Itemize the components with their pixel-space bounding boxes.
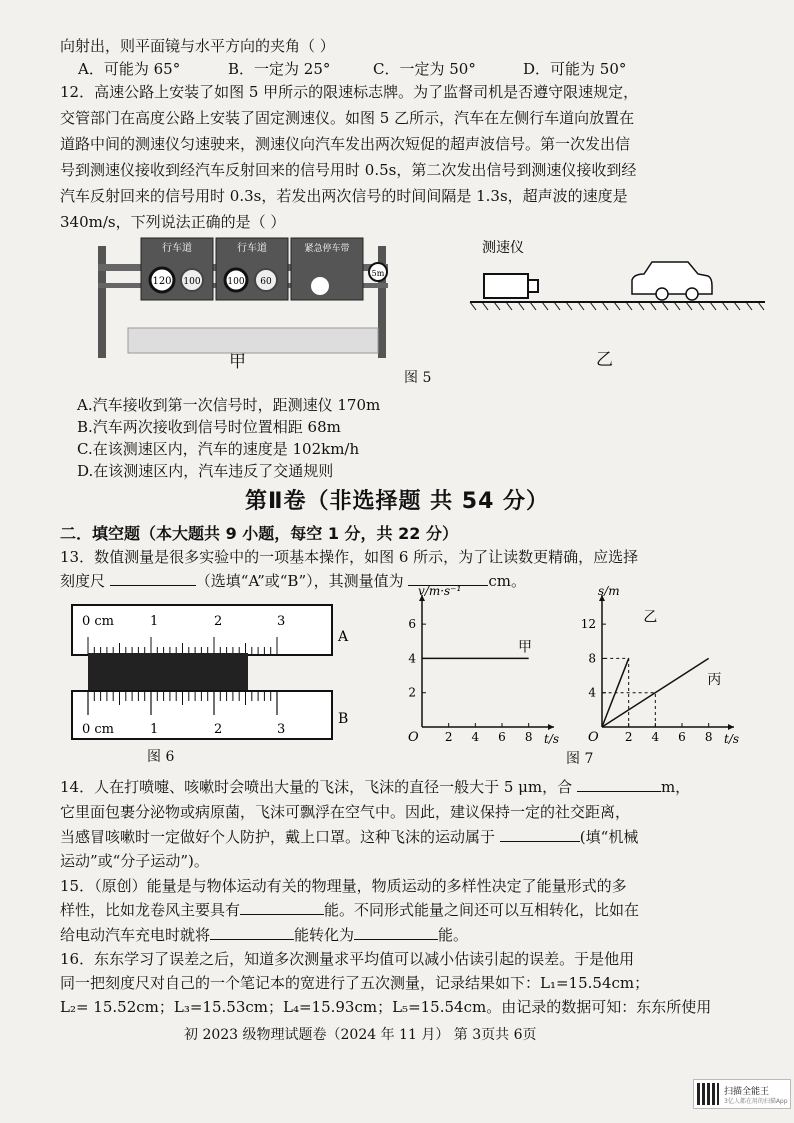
- ruler-b-tick-2: 2: [214, 722, 223, 737]
- fig5-yi-label: 乙: [596, 350, 613, 370]
- fig5-caption: 图 5: [404, 370, 432, 386]
- watermark-subtitle: 3亿人都在用的扫描App: [724, 1098, 788, 1105]
- q13-text-a: 刻度尺: [60, 572, 106, 590]
- ruler-b-zero: 0 cm: [82, 722, 115, 737]
- qr-code-icon: [697, 1083, 719, 1105]
- q12-line-3: 道路中间的测速仪匀速驶来，测速仪向汽车发出两次短促的超声波信号。第一次发出信: [60, 135, 631, 153]
- sign-lane-2: [216, 238, 288, 300]
- x-tick-label: 8: [704, 730, 713, 744]
- y-tick-label: 12: [580, 617, 596, 632]
- x-tick-label: 2: [624, 730, 633, 744]
- y-tick-label: 2: [408, 685, 416, 700]
- y-tick-label: 4: [588, 685, 596, 700]
- q13-text-b: （选填“A”或“B”），其测量值为: [195, 572, 404, 590]
- car-icon: [632, 262, 712, 300]
- x-axis-label: t/s: [544, 732, 560, 746]
- speed-min-100: 100: [183, 277, 201, 287]
- series-line-丙: [602, 658, 709, 727]
- q12-line-4: 号到测速仪接收到经汽车反射回来的信号用时 0.5s，第二次发出信号到测速仪接收到经: [60, 161, 637, 179]
- ruler-b: [72, 691, 332, 739]
- ruler-a: [72, 605, 332, 655]
- sign-1-title: 行车道: [162, 243, 192, 254]
- q12-line-1: 12．高速公路上安装了如图 5 甲所示的限速标志牌。为了监督司机是否遵守限速规定，: [60, 83, 639, 101]
- measured-block: [88, 653, 248, 693]
- q15-text-d: 能转化为: [294, 926, 355, 944]
- q12-choice-c: C.在该测速区内，汽车的速度是 102km/h: [77, 440, 360, 458]
- speed-limit-signs-figure: [88, 228, 408, 358]
- q15-text-e: 能。: [438, 926, 469, 944]
- x-axis-arrow: [548, 724, 554, 730]
- scanner-watermark: [693, 1079, 791, 1109]
- speed-min-60: 60: [260, 277, 272, 287]
- q14-blank-motion[interactable]: [500, 827, 580, 842]
- q12-line-5: 汽车反射回来的信号用时 0.3s，若发出两次信号的时间间隔是 1.3s，超声波的速度是: [60, 187, 628, 205]
- section-2-title: 第Ⅱ卷（非选择题 共 54 分）: [244, 489, 550, 514]
- chart-origin: O: [588, 730, 599, 745]
- q15-blank-to[interactable]: [354, 925, 438, 940]
- x-axis-label: t/s: [724, 732, 740, 746]
- q11-option-c: C．一定为 50°: [373, 60, 476, 78]
- q15-blank-energy[interactable]: [240, 900, 324, 915]
- q14-text-b: m，: [660, 778, 691, 796]
- sign-2-title: 行车道: [237, 243, 267, 254]
- speed-camera-label: 测速仪: [482, 240, 524, 256]
- q15-line-2: [60, 900, 760, 920]
- ruler-b-tick-1: 1: [150, 722, 159, 737]
- q14-line-4: 运动”或“分子运动”)。: [60, 852, 209, 870]
- q11-line: 向射出，则平面镜与水平方向的夹角（ ）: [60, 37, 335, 55]
- q14-text-c: 当感冒咳嗽时一定做好个人防护，戴上口罩。这种飞沫的运动属于: [60, 828, 496, 846]
- x-tick-label: 8: [524, 730, 533, 744]
- q11-options: [78, 58, 626, 79]
- sign-emergency-lane: [291, 238, 363, 300]
- q14-text-a: 14．人在打喷嚏、咳嗽时会喷出大量的飞沫，飞沫的直径一般大于 5 μm，合: [60, 778, 573, 796]
- sign-lane-1: [141, 238, 213, 300]
- q13-text-c: cm。: [488, 572, 527, 590]
- q14-text-d: (填“机械: [579, 828, 639, 846]
- q15-text-a: 样性，比如龙卷风主要具有: [60, 901, 241, 919]
- ruler-a-label: A: [338, 629, 349, 645]
- y-axis-label: s/m: [598, 584, 620, 598]
- q12-choice-b: B.汽车两次接收到信号时位置相距 68m: [77, 418, 341, 436]
- q12-line-6: 340m/s，下列说法正确的是（ ）: [60, 213, 286, 231]
- y-axis-label: v/m·s⁻¹: [418, 584, 462, 598]
- section-2-subtitle: 二．填空题（本大题共 9 小题，每空 1 分，共 22 分）: [60, 524, 458, 543]
- x-tick-label: 4: [651, 730, 660, 744]
- ruler-a-tick-2: 2: [214, 614, 223, 629]
- q15-blank-from[interactable]: [210, 925, 294, 940]
- x-tick-label: 6: [678, 730, 686, 744]
- y-tick-label: 4: [408, 651, 416, 666]
- fig7-caption: 图 7: [566, 751, 594, 767]
- speed-limit-120: 120: [152, 276, 172, 287]
- q13-line-1: 13．数值测量是很多实验中的一项基本操作，如图 6 所示，为了让读数更精确，应选择: [60, 548, 639, 566]
- q14-line-2: 它里面包裹分泌物或病原菌，飞沫可飘浮在空气中。因此，建议保持一定的社交距离，: [60, 803, 631, 821]
- ruler-a-tick-3: 3: [277, 614, 286, 629]
- page-footer: 初 2023 级物理试题卷（2024 年 11 月） 第 3页共 6页: [184, 1027, 537, 1043]
- series-label-甲: 甲: [518, 639, 532, 656]
- ruler-b-label: B: [338, 711, 349, 727]
- y-tick-label: 8: [588, 651, 596, 666]
- ruler-b-tick-3: 3: [277, 722, 286, 737]
- q15-text-b: 能。不同形式能量之间还可以互相转化，比如在: [324, 901, 640, 919]
- q15-line-1: 15．（原创）能量是与物体运动有关的物理量，物质运动的多样性决定了能量形式的多: [60, 877, 627, 895]
- q16-line-3: L₂= 15.52cm；L₃=15.53cm；L₄=15.93cm；L₅=15.54cm。由记录的数据可知：东东所使用: [60, 998, 712, 1016]
- fig5-jia-label: 甲: [229, 352, 246, 372]
- q16-line-2: 同一把刻度尺对自己的一个笔记本的宽进行了五次测量，记录结果如下：L₁=15.54cm；: [60, 974, 650, 992]
- q15-line-3: [60, 925, 760, 945]
- q14-line-1: [60, 777, 760, 797]
- ruler-a-zero: 0 cm: [82, 614, 115, 629]
- velocity-time-chart: [400, 584, 560, 752]
- sign-3-title: 紧急停车带: [304, 244, 350, 254]
- q11-option-a: A．可能为 65°: [78, 60, 181, 78]
- q13-line-2: [60, 571, 760, 591]
- q14-blank-unit[interactable]: [577, 777, 661, 792]
- series-label-丙: 丙: [707, 672, 722, 689]
- q14-line-3: [60, 827, 760, 847]
- speed-camera-icon: [484, 274, 528, 298]
- x-axis-arrow: [728, 724, 734, 730]
- q16-line-1: 16．东东学习了误差之后，知道多次测量求平均值可以减小估读引起的误差。于是他用: [60, 950, 635, 968]
- displacement-time-chart: [580, 584, 745, 752]
- q11-option-b: B．一定为 25°: [228, 60, 331, 78]
- speed-limit-100: 100: [227, 277, 245, 287]
- ruler-a-tick-1: 1: [150, 614, 159, 629]
- series-label-乙: 乙: [643, 609, 658, 626]
- x-tick-label: 4: [471, 730, 480, 744]
- watermark-title: 扫描全能王: [724, 1087, 770, 1097]
- speed-camera-figure: [470, 230, 770, 325]
- q12-choice-d: D.在该测速区内，汽车违反了交通规则: [77, 462, 334, 480]
- q15-text-c: 给电动汽车充电时就将: [60, 926, 211, 944]
- q11-option-d: D．可能为 50°: [523, 60, 627, 78]
- fig6-caption: 图 6: [147, 749, 175, 765]
- q12-choice-a: A.汽车接收到第一次信号时，距测速仪 170m: [77, 396, 381, 414]
- q12-line-2: 交管部门在高度公路上安装了固定测速仪。如图 5 乙所示，汽车在左侧行车道向放置在: [60, 109, 635, 127]
- x-tick-label: 6: [498, 730, 506, 744]
- y-tick-label: 6: [408, 617, 416, 632]
- q13-blank-ruler[interactable]: [110, 571, 196, 586]
- x-tick-label: 2: [444, 730, 453, 744]
- chart-origin: O: [408, 730, 419, 745]
- sign-distance: 5m: [371, 269, 385, 278]
- rulers-figure: [70, 603, 410, 743]
